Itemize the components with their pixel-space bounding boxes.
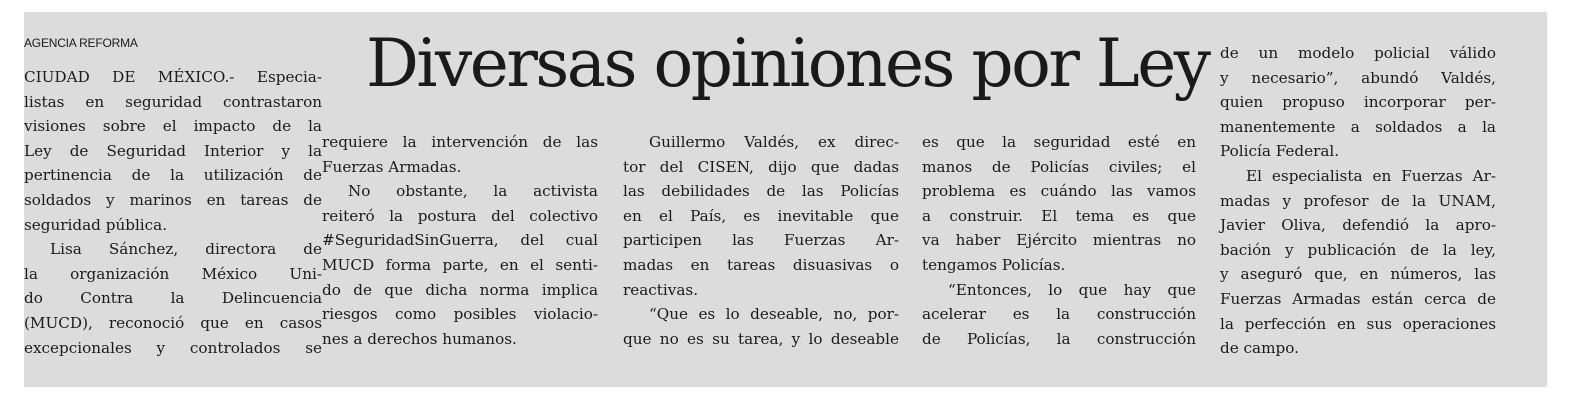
text-line: requiere la intervención de las <box>322 133 598 151</box>
text-line: pertinencia de la utilización de <box>24 166 322 185</box>
text-line: bación y publicación de la ley, <box>1220 240 1496 259</box>
text-line: Fuerzas Armadas están cerca de <box>1220 289 1496 308</box>
text-line: Guillermo Valdés, ex direc- <box>649 133 899 151</box>
article-column-2 <box>322 130 598 351</box>
headline: Diversas opiniones por Ley <box>366 25 1209 102</box>
article-column-1 <box>24 65 322 360</box>
text-line: las debilidades de las Policías <box>623 182 899 201</box>
text-line: en el País, es inevitable que <box>623 206 899 225</box>
text-line: Ley de Seguridad Interior y la <box>24 141 322 160</box>
text-line: #SeguridadSinGuerra, del cual <box>322 231 598 250</box>
text-line: excepcionales y controlados se <box>24 338 322 357</box>
article-column-4 <box>922 130 1196 351</box>
text-line: (MUCD), reconoció que en casos <box>24 313 322 332</box>
text-line: madas en tareas disuasivas o <box>623 255 899 274</box>
text-line: listas en seguridad contrastaron <box>24 92 322 111</box>
text-line: la perfección en sus operaciones <box>1220 314 1496 333</box>
agency-credit: AGENCIA REFORMA <box>24 36 138 50</box>
text-line: nes a derechos humanos. <box>322 329 517 348</box>
text-line: y necesario”, abundó Valdés, <box>1220 68 1496 87</box>
text-line: y aseguró que, en números, las <box>1220 265 1496 284</box>
text-line: soldados y marinos en tareas de <box>24 190 322 209</box>
article-column-3 <box>623 130 899 351</box>
text-line: reactivas. <box>623 280 699 299</box>
text-line: tor del CISEN, dijo que dadas <box>623 157 899 176</box>
text-line: es que la seguridad esté en <box>922 133 1196 151</box>
text-line: “Entonces, lo que hay que <box>948 280 1196 299</box>
text-line: Lisa Sánchez, directora de <box>50 240 322 259</box>
text-line: MUCD forma parte, en el senti- <box>322 255 598 274</box>
text-line: va haber Ejército mientras no <box>922 231 1196 250</box>
text-line: Policía Federal. <box>1220 142 1340 161</box>
text-line: a construir. El tema es que <box>922 206 1196 225</box>
text-line: manos de Policías civiles; el <box>922 157 1196 176</box>
text-line: CIUDAD DE MÉXICO.- Especia- <box>24 68 322 86</box>
text-line: de campo. <box>1220 339 1299 358</box>
text-line: reiteró la postura del colectivo <box>322 206 598 225</box>
text-line: quien propuso incorporar per- <box>1220 93 1496 112</box>
text-line: de un modelo policial válido <box>1220 44 1496 62</box>
text-line: No obstante, la activista <box>348 182 598 201</box>
text-line: visiones sobre el impacto de la <box>24 117 322 136</box>
text-line: problema es cuándo las vamos <box>922 182 1196 201</box>
text-line: “Que es lo deseable, no, por- <box>649 305 899 324</box>
text-line: seguridad pública. <box>24 215 168 234</box>
text-line: El especialista en Fuerzas Ar- <box>1246 166 1496 185</box>
text-line: manentemente a soldados a la <box>1220 117 1496 136</box>
text-line: do Contra la Delincuencia <box>24 289 322 308</box>
text-line: la organización México Uni- <box>24 264 322 283</box>
text-line: Javier Oliva, defendió la apro- <box>1220 216 1496 235</box>
article-column-5 <box>1220 41 1496 361</box>
text-line: acelerar es la construcción <box>922 305 1196 324</box>
text-line: riesgos como posibles violacio- <box>322 305 598 324</box>
text-line: tengamos Policías. <box>922 255 1066 274</box>
text-line: do de que dicha norma implica <box>322 280 598 299</box>
text-line: de Policías, la construcción <box>922 329 1196 348</box>
text-line: Fuerzas Armadas. <box>322 157 462 176</box>
text-line: madas y profesor de la UNAM, <box>1220 191 1496 210</box>
text-line: participen las Fuerzas Ar- <box>623 231 899 250</box>
text-line: que no es su tarea, y lo deseable <box>623 329 899 348</box>
